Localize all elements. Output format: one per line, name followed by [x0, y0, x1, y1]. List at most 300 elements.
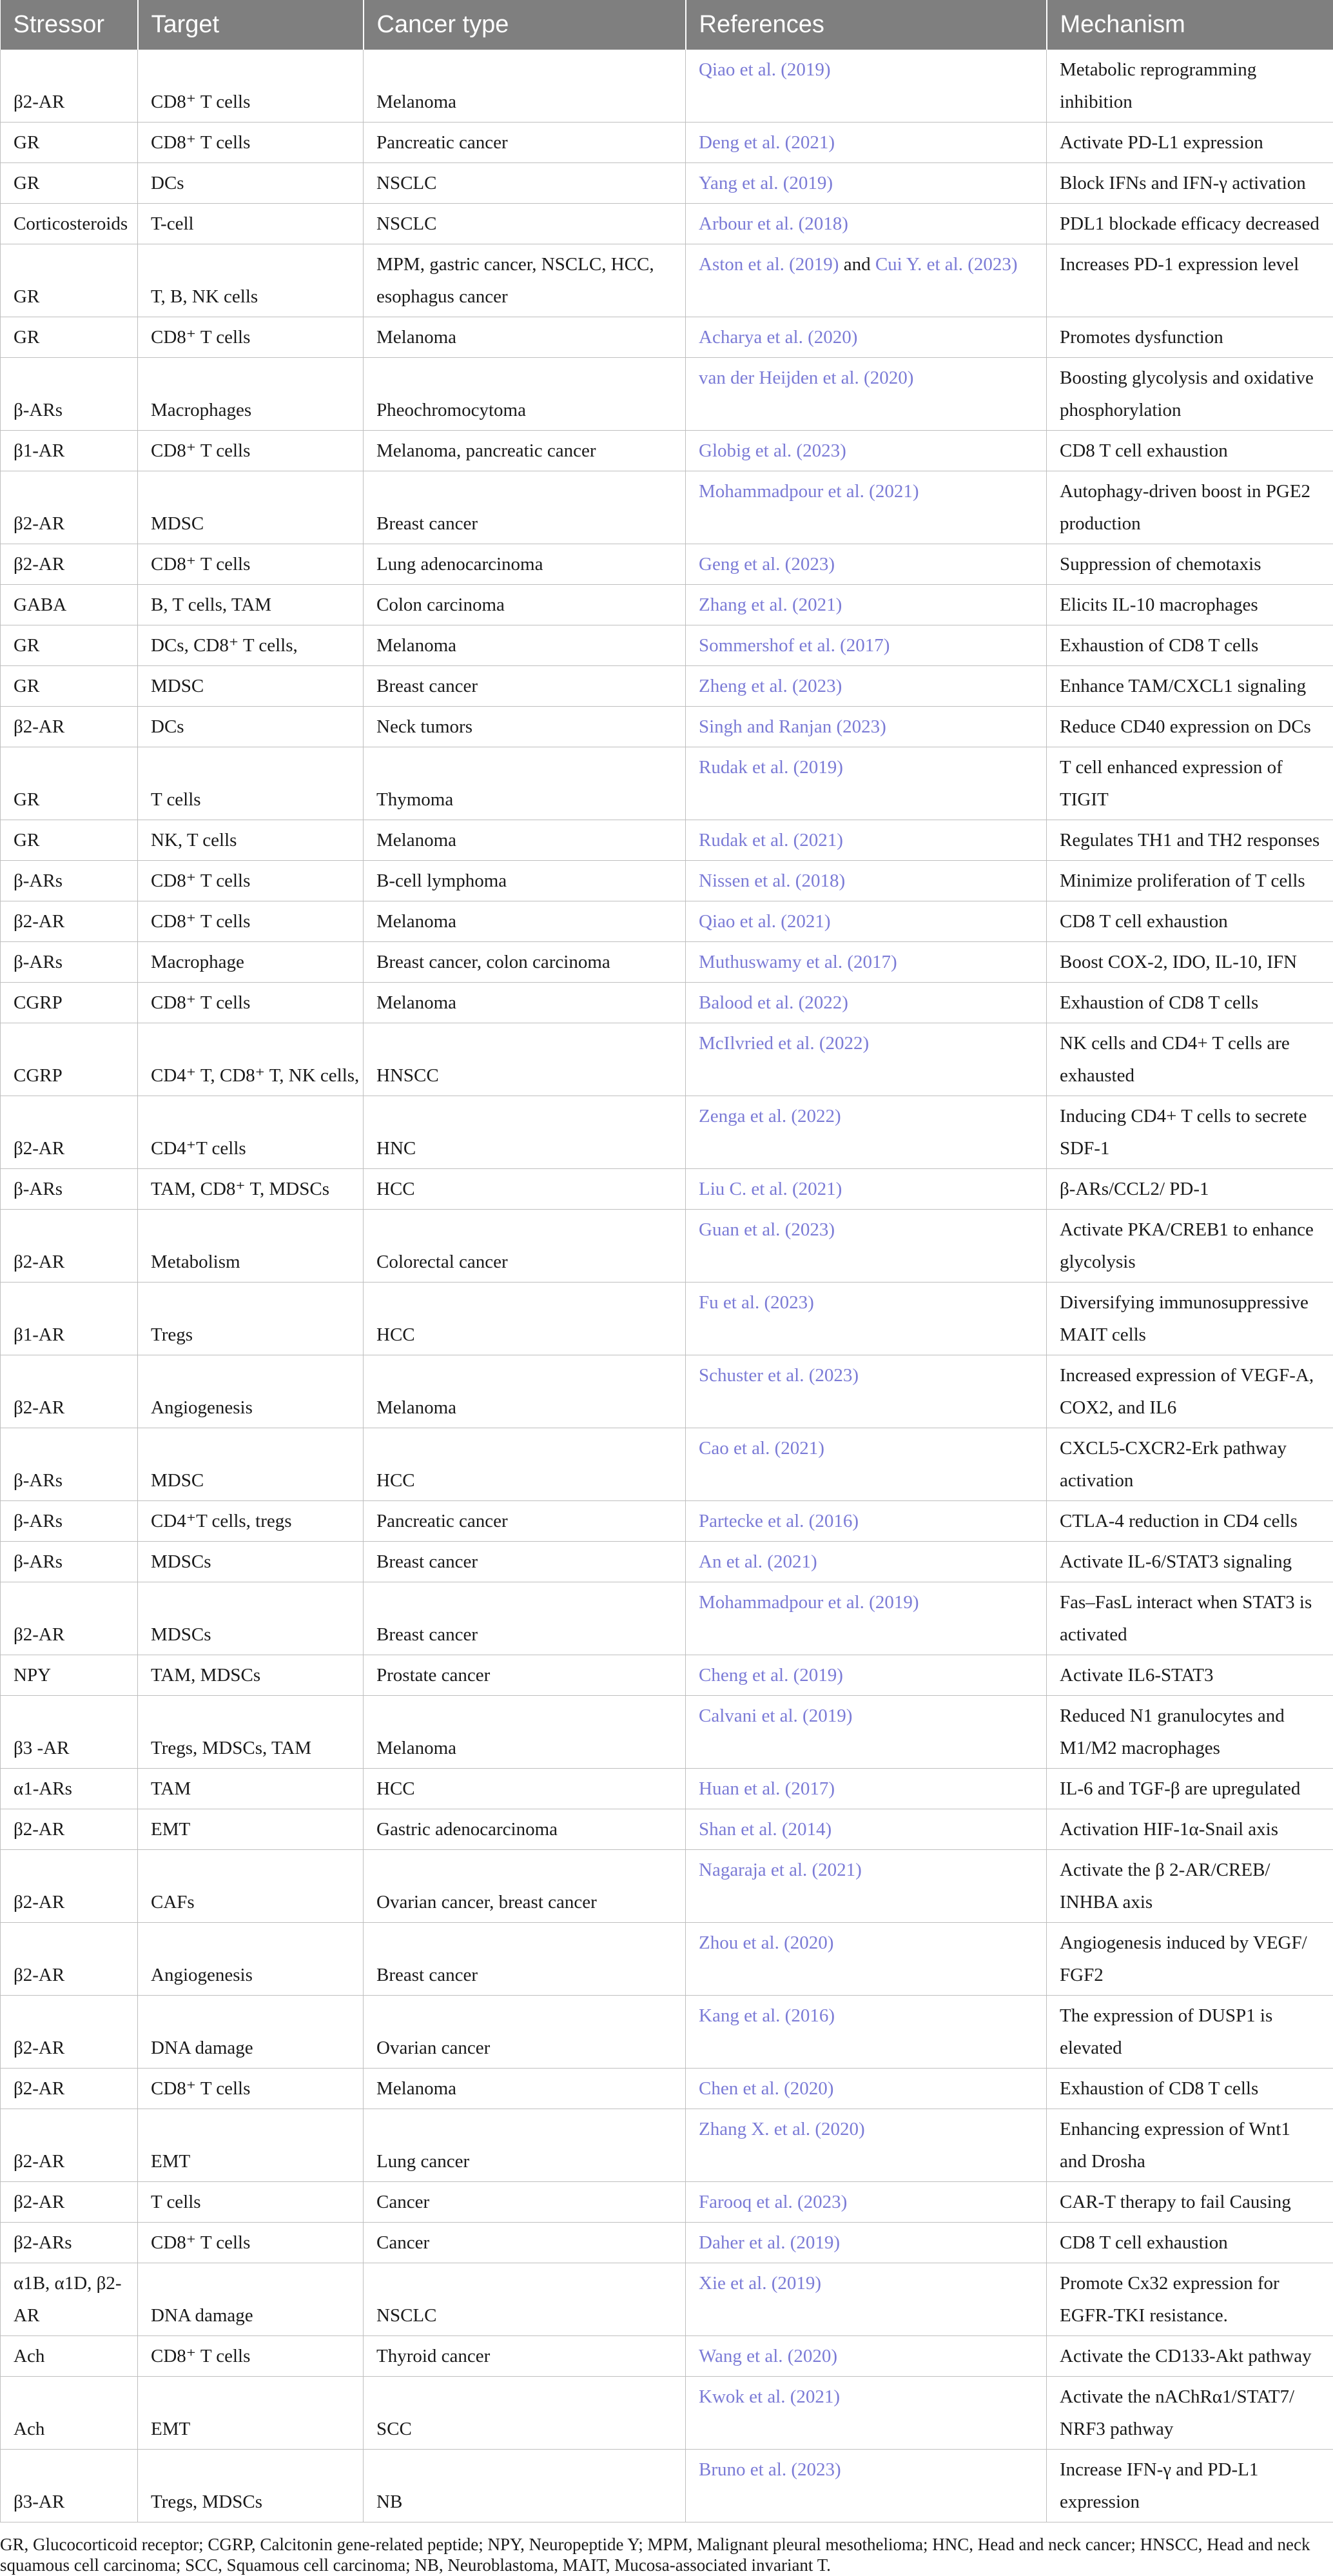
cell-target: TAM	[138, 1769, 364, 1809]
cell-stressor: GR	[1, 163, 138, 204]
table-row	[1, 2377, 1333, 2450]
cell-mechanism: Boost COX-2, IDO, IL-10, IFN	[1047, 942, 1333, 983]
cell-stressor: β2-AR	[1, 471, 138, 544]
cell-stressor: β2-AR	[1, 1210, 138, 1283]
table-row	[1, 163, 1333, 204]
cell-references	[686, 1923, 1047, 1996]
cell-cancer-type: Pancreatic cancer	[364, 123, 686, 163]
cell-mechanism: CD8 T cell exhaustion	[1047, 431, 1333, 471]
cell-mechanism: PDL1 blockade efficacy decreased	[1047, 204, 1333, 244]
cell-references	[686, 204, 1047, 244]
cell-target: T, B, NK cells	[138, 244, 364, 317]
reference-link[interactable]: Mohammadpour et al. (2019)	[699, 1592, 919, 1613]
cell-target: Tregs, MDSCs, TAM	[138, 1696, 364, 1769]
cell-target: DCs, CD8⁺ T cells,	[138, 625, 364, 666]
cell-mechanism: CXCL5-CXCR2-Erk pathway activation	[1047, 1428, 1333, 1501]
cell-stressor: GR	[1, 244, 138, 317]
header-stressor: Stressor	[1, 0, 138, 50]
cell-references	[686, 1769, 1047, 1809]
cell-cancer-type: Melanoma	[364, 2069, 686, 2109]
reference-link[interactable]: Zhang X. et al. (2020)	[699, 2119, 865, 2139]
reference-link[interactable]: Daher et al. (2019)	[699, 2232, 841, 2253]
cell-cancer-type: Melanoma	[364, 1355, 686, 1428]
header-references: References	[686, 0, 1047, 50]
reference-link[interactable]: Schuster et al. (2023)	[699, 1365, 859, 1386]
reference-link[interactable]: Zhou et al. (2020)	[699, 1932, 834, 1953]
cell-target: CD4⁺ T, CD8⁺ T, NK cells,	[138, 1023, 364, 1096]
cell-references	[686, 471, 1047, 544]
reference-link[interactable]: Partecke et al. (2016)	[699, 1511, 859, 1531]
cell-stressor: CGRP	[1, 1023, 138, 1096]
cell-mechanism: Increased expression of VEGF-A, COX2, and IL6	[1047, 1355, 1333, 1428]
table-row	[1, 204, 1333, 244]
table-row	[1, 1923, 1333, 1996]
cell-stressor: GR	[1, 666, 138, 707]
cell-stressor: GR	[1, 123, 138, 163]
table-row	[1, 544, 1333, 585]
cell-target: Angiogenesis	[138, 1355, 364, 1428]
cell-mechanism: Minimize proliferation of T cells	[1047, 861, 1333, 901]
cell-mechanism: CAR-T therapy to fail Causing	[1047, 2182, 1333, 2223]
table-row	[1, 666, 1333, 707]
cell-target: EMT	[138, 2377, 364, 2450]
reference-link[interactable]: Muthuswamy et al. (2017)	[699, 952, 897, 972]
reference-link[interactable]: Rudak et al. (2021)	[699, 830, 843, 850]
cell-stressor: β-ARs	[1, 1169, 138, 1210]
table-row	[1, 431, 1333, 471]
cell-target: CD8⁺ T cells	[138, 544, 364, 585]
cell-mechanism: Increase IFN-γ and PD-L1 expression	[1047, 2450, 1333, 2522]
cell-mechanism: Activate the nAChRα1/STAT7/ NRF3 pathway	[1047, 2377, 1333, 2450]
reference-link[interactable]: Zenga et al. (2022)	[699, 1106, 841, 1126]
cell-references	[686, 1809, 1047, 1850]
table-row	[1, 1582, 1333, 1655]
reference-link[interactable]: Zheng et al. (2023)	[699, 676, 842, 696]
cell-references	[686, 2069, 1047, 2109]
cell-references	[686, 1696, 1047, 1769]
cell-mechanism: Fas–FasL interact when STAT3 is activated	[1047, 1582, 1333, 1655]
cell-references	[686, 317, 1047, 358]
cell-mechanism: Angiogenesis induced by VEGF/ FGF2	[1047, 1923, 1333, 1996]
cell-references	[686, 1655, 1047, 1696]
reference-link[interactable]: Deng et al. (2021)	[699, 132, 835, 153]
reference-link[interactable]: Fu et al. (2023)	[699, 1292, 814, 1313]
cell-target: CD4⁺T cells, tregs	[138, 1501, 364, 1542]
reference-link[interactable]: Singh and Ranjan (2023)	[699, 716, 886, 737]
cell-references	[686, 163, 1047, 204]
cell-mechanism: Activate IL-6/STAT3 signaling	[1047, 1542, 1333, 1582]
cell-cancer-type: HCC	[364, 1283, 686, 1355]
cell-cancer-type: Cancer	[364, 2223, 686, 2263]
reference-link[interactable]: Qiao et al. (2021)	[699, 911, 831, 932]
reference-link[interactable]: Farooq et al. (2023)	[699, 2192, 848, 2212]
cell-cancer-type: Melanoma	[364, 820, 686, 861]
cell-target: B, T cells, TAM	[138, 585, 364, 625]
table-row	[1, 2069, 1333, 2109]
table-row	[1, 585, 1333, 625]
cell-mechanism: Metabolic reprogramming inhibition	[1047, 50, 1333, 123]
cell-target: T-cell	[138, 204, 364, 244]
reference-link[interactable]: Calvani et al. (2019)	[699, 1706, 853, 1726]
cell-references	[686, 1023, 1047, 1096]
table-header	[1, 0, 1333, 50]
cell-mechanism: Increases PD-1 expression level	[1047, 244, 1333, 317]
reference-link[interactable]: Cui Y. et al. (2023)	[875, 254, 1018, 275]
cell-cancer-type: Breast cancer, colon carcinoma	[364, 942, 686, 983]
cell-stressor: α1-ARs	[1, 1769, 138, 1809]
cell-cancer-type: Melanoma	[364, 625, 686, 666]
reference-link[interactable]: Aston et al. (2019)	[699, 254, 839, 275]
cell-target: Angiogenesis	[138, 1923, 364, 1996]
cell-cancer-type: HCC	[364, 1428, 686, 1501]
reference-link[interactable]: Huan et al. (2017)	[699, 1778, 835, 1799]
reference-link[interactable]: Wang et al. (2020)	[699, 2346, 838, 2366]
cell-target: DCs	[138, 707, 364, 747]
cell-references	[686, 1283, 1047, 1355]
cell-mechanism: Promote Cx32 expression for EGFR-TKI resistance.	[1047, 2263, 1333, 2336]
cell-mechanism: Regulates TH1 and TH2 responses	[1047, 820, 1333, 861]
reference-link[interactable]: Xie et al. (2019)	[699, 2273, 822, 2294]
cell-references	[686, 983, 1047, 1023]
table-row	[1, 1809, 1333, 1850]
cell-mechanism: Exhaustion of CD8 T cells	[1047, 625, 1333, 666]
cell-references	[686, 585, 1047, 625]
reference-link[interactable]: Rudak et al. (2019)	[699, 757, 843, 778]
cell-stressor: β3 -AR	[1, 1696, 138, 1769]
cell-mechanism: Elicits IL-10 macrophages	[1047, 585, 1333, 625]
cell-mechanism: Reduced N1 granulocytes and M1/M2 macrophages	[1047, 1696, 1333, 1769]
table-row	[1, 244, 1333, 317]
cell-cancer-type: Breast cancer	[364, 1542, 686, 1582]
cell-stressor: β2-AR	[1, 901, 138, 942]
table-body	[1, 50, 1333, 2522]
cell-stressor: β2-AR	[1, 707, 138, 747]
cell-mechanism: Enhancing expression of Wnt1 and Drosha	[1047, 2109, 1333, 2182]
cell-cancer-type: Melanoma	[364, 1696, 686, 1769]
reference-link[interactable]: Sommershof et al. (2017)	[699, 635, 890, 656]
cell-mechanism: CD8 T cell exhaustion	[1047, 901, 1333, 942]
cell-references	[686, 820, 1047, 861]
cell-cancer-type: SCC	[364, 2377, 686, 2450]
header-row	[1, 0, 1333, 50]
cell-references	[686, 1996, 1047, 2069]
cell-references	[686, 2377, 1047, 2450]
cell-mechanism: Block IFNs and IFN-γ activation	[1047, 163, 1333, 204]
cell-references	[686, 2450, 1047, 2522]
cell-references	[686, 1096, 1047, 1169]
cell-stressor: CGRP	[1, 983, 138, 1023]
reference-link[interactable]: Kang et al. (2016)	[699, 2005, 835, 2026]
cell-stressor: β-ARs	[1, 1501, 138, 1542]
cell-mechanism: Exhaustion of CD8 T cells	[1047, 983, 1333, 1023]
cell-stressor: β1-AR	[1, 1283, 138, 1355]
table-row	[1, 707, 1333, 747]
reference-link[interactable]: Shan et al. (2014)	[699, 1819, 832, 1840]
cell-target: MDSCs	[138, 1542, 364, 1582]
cell-stressor: β2-AR	[1, 1996, 138, 2069]
cell-stressor: GR	[1, 820, 138, 861]
cell-cancer-type: NB	[364, 2450, 686, 2522]
cell-target: CD8⁺ T cells	[138, 2336, 364, 2377]
cell-stressor: β2-AR	[1, 1355, 138, 1428]
table-row	[1, 1283, 1333, 1355]
cell-mechanism: Inducing CD4+ T cells to secrete SDF-1	[1047, 1096, 1333, 1169]
cell-cancer-type: Melanoma	[364, 317, 686, 358]
cell-stressor: β2-AR	[1, 1923, 138, 1996]
table-row	[1, 1169, 1333, 1210]
reference-link[interactable]: Chen et al. (2020)	[699, 2078, 834, 2099]
cell-references	[686, 123, 1047, 163]
reference-link[interactable]: Liu C. et al. (2021)	[699, 1179, 842, 1199]
header-mechanism: Mechanism	[1047, 0, 1333, 50]
reference-link[interactable]: Acharya et al. (2020)	[699, 327, 858, 348]
cell-cancer-type: HCC	[364, 1169, 686, 1210]
header-target: Target	[138, 0, 364, 50]
cell-stressor: β-ARs	[1, 861, 138, 901]
table-row	[1, 2223, 1333, 2263]
cell-cancer-type: Pancreatic cancer	[364, 1501, 686, 1542]
cell-target: CAFs	[138, 1850, 364, 1923]
table-row	[1, 861, 1333, 901]
table-row	[1, 1096, 1333, 1169]
cell-stressor: GR	[1, 747, 138, 820]
reference-link[interactable]: Arbour et al. (2018)	[699, 213, 848, 234]
table-row	[1, 901, 1333, 942]
cell-mechanism: CTLA-4 reduction in CD4 cells	[1047, 1501, 1333, 1542]
table-row	[1, 358, 1333, 431]
table-row	[1, 1542, 1333, 1582]
table-row	[1, 2182, 1333, 2223]
reference-link[interactable]: Cheng et al. (2019)	[699, 1665, 843, 1686]
cell-target: DNA damage	[138, 2263, 364, 2336]
cell-mechanism: NK cells and CD4+ T cells are exhausted	[1047, 1023, 1333, 1096]
cell-mechanism: Activate IL6-STAT3	[1047, 1655, 1333, 1696]
cell-cancer-type: HNSCC	[364, 1023, 686, 1096]
reference-link[interactable]: Zhang et al. (2021)	[699, 595, 842, 615]
table-row	[1, 1355, 1333, 1428]
cell-cancer-type: B-cell lymphoma	[364, 861, 686, 901]
cell-mechanism: The expression of DUSP1 is elevated	[1047, 1996, 1333, 2069]
cell-references	[686, 1428, 1047, 1501]
cell-references	[686, 431, 1047, 471]
cell-stressor: GR	[1, 317, 138, 358]
table-row	[1, 2450, 1333, 2522]
cell-mechanism: Diversifying immunosuppressive MAIT cells	[1047, 1283, 1333, 1355]
cell-references	[686, 625, 1047, 666]
reference-link[interactable]: Geng et al. (2023)	[699, 554, 835, 575]
table-row	[1, 820, 1333, 861]
cell-target: TAM, MDSCs	[138, 1655, 364, 1696]
cell-cancer-type: Colorectal cancer	[364, 1210, 686, 1283]
reference-link[interactable]: Nagaraja et al. (2021)	[699, 1860, 862, 1880]
cell-stressor: β2-AR	[1, 2109, 138, 2182]
cell-mechanism: Exhaustion of CD8 T cells	[1047, 2069, 1333, 2109]
cell-cancer-type: Pheochromocytoma	[364, 358, 686, 431]
cell-stressor: β-ARs	[1, 358, 138, 431]
cell-cancer-type: Prostate cancer	[364, 1655, 686, 1696]
cell-cancer-type: Melanoma, pancreatic cancer	[364, 431, 686, 471]
reference-link[interactable]: Balood et al. (2022)	[699, 992, 848, 1013]
reference-joiner: and	[843, 254, 871, 275]
table-row	[1, 983, 1333, 1023]
cell-stressor: β2-AR	[1, 2182, 138, 2223]
cell-cancer-type: Melanoma	[364, 901, 686, 942]
cell-references	[686, 942, 1047, 983]
table-row	[1, 1850, 1333, 1923]
cell-references	[686, 2263, 1047, 2336]
cell-mechanism: Suppression of chemotaxis	[1047, 544, 1333, 585]
cell-target: CD8⁺ T cells	[138, 50, 364, 123]
reference-link[interactable]: McIlvried et al. (2022)	[699, 1033, 870, 1054]
reference-link[interactable]: Bruno et al. (2023)	[699, 2459, 841, 2480]
cell-mechanism: Promotes dysfunction	[1047, 317, 1333, 358]
cell-target: MDSCs	[138, 1582, 364, 1655]
cell-target: CD8⁺ T cells	[138, 431, 364, 471]
cell-target: DNA damage	[138, 1996, 364, 2069]
cell-target: CD8⁺ T cells	[138, 2069, 364, 2109]
cell-target: CD8⁺ T cells	[138, 861, 364, 901]
cell-references	[686, 50, 1047, 123]
cell-stressor: Ach	[1, 2377, 138, 2450]
cell-mechanism: CD8 T cell exhaustion	[1047, 2223, 1333, 2263]
cell-cancer-type: Lung adenocarcinoma	[364, 544, 686, 585]
cell-target: Tregs, MDSCs	[138, 2450, 364, 2522]
cell-references	[686, 1210, 1047, 1283]
reference-link[interactable]: Globig et al. (2023)	[699, 440, 846, 461]
cell-stressor: β3-AR	[1, 2450, 138, 2522]
cell-stressor: β2-AR	[1, 2069, 138, 2109]
table-row	[1, 50, 1333, 123]
reference-link[interactable]: Kwok et al. (2021)	[699, 2386, 841, 2407]
cell-references	[686, 1582, 1047, 1655]
cell-target: MDSC	[138, 666, 364, 707]
cell-cancer-type: Breast cancer	[364, 471, 686, 544]
cell-stressor: α1B, α1D, β2-AR	[1, 2263, 138, 2336]
cell-references	[686, 1850, 1047, 1923]
cell-stressor: β-ARs	[1, 1428, 138, 1501]
table-footnote: GR, Glucocorticoid receptor; CGRP, Calcitonin gene-related peptide; NPY, Neuropeptide Y; MPM, Malignant pleural mesothelioma; HNC, Head and neck cancer; HNSCC, Head and neck squamous cell carcinoma; SCC, Squamous cell carcinoma; NB, Neuroblastoma, MAIT, Mucosa-associated invariant T.	[0, 2535, 1310, 2575]
cell-mechanism: Activate the CD133-Akt pathway	[1047, 2336, 1333, 2377]
cell-mechanism: Activate PD-L1 expression	[1047, 123, 1333, 163]
cell-stressor: β2-AR	[1, 1096, 138, 1169]
reference-link[interactable]: Guan et al. (2023)	[699, 1219, 835, 1240]
cell-cancer-type: HNC	[364, 1096, 686, 1169]
cell-cancer-type: Neck tumors	[364, 707, 686, 747]
cell-references	[686, 1542, 1047, 1582]
cell-references	[686, 2336, 1047, 2377]
cell-references	[686, 1501, 1047, 1542]
cell-references	[686, 747, 1047, 820]
cell-mechanism: Boosting glycolysis and oxidative phosphorylation	[1047, 358, 1333, 431]
cell-stressor: β2-AR	[1, 50, 138, 123]
cell-target: CD8⁺ T cells	[138, 983, 364, 1023]
cell-cancer-type: NSCLC	[364, 163, 686, 204]
cell-references	[686, 2182, 1047, 2223]
cell-stressor: β-ARs	[1, 1542, 138, 1582]
cell-cancer-type: Thymoma	[364, 747, 686, 820]
cell-target: CD4⁺T cells	[138, 1096, 364, 1169]
cell-target: NK, T cells	[138, 820, 364, 861]
cell-references	[686, 861, 1047, 901]
cell-target: MDSC	[138, 1428, 364, 1501]
reference-link[interactable]: Yang et al. (2019)	[699, 173, 833, 193]
cell-references	[686, 244, 1047, 317]
cell-mechanism: Enhance TAM/CXCL1 signaling	[1047, 666, 1333, 707]
cell-mechanism: IL-6 and TGF-β are upregulated	[1047, 1769, 1333, 1809]
table-row	[1, 1023, 1333, 1096]
cell-mechanism: Activate the β 2-AR/CREB/ INHBA axis	[1047, 1850, 1333, 1923]
cell-cancer-type: NSCLC	[364, 2263, 686, 2336]
table-row	[1, 1501, 1333, 1542]
cell-cancer-type: Colon carcinoma	[364, 585, 686, 625]
reference-link[interactable]: Mohammadpour et al. (2021)	[699, 481, 919, 502]
cell-target: TAM, CD8⁺ T, MDSCs	[138, 1169, 364, 1210]
cell-stressor: β2-AR	[1, 1809, 138, 1850]
cell-cancer-type: MPM, gastric cancer, NSCLC, HCC, esophagus cancer	[364, 244, 686, 317]
cell-cancer-type: Breast cancer	[364, 1582, 686, 1655]
cell-stressor: GABA	[1, 585, 138, 625]
table-row	[1, 1655, 1333, 1696]
cell-stressor: NPY	[1, 1655, 138, 1696]
cell-cancer-type: Breast cancer	[364, 666, 686, 707]
cell-target: T cells	[138, 747, 364, 820]
cell-stressor: β-ARs	[1, 942, 138, 983]
cell-stressor: Corticosteroids	[1, 204, 138, 244]
table-row	[1, 1210, 1333, 1283]
cell-references	[686, 1355, 1047, 1428]
reference-link[interactable]: Nissen et al. (2018)	[699, 870, 846, 891]
cell-stressor: Ach	[1, 2336, 138, 2377]
cell-references	[686, 2223, 1047, 2263]
table-row	[1, 1769, 1333, 1809]
cell-cancer-type: Melanoma	[364, 983, 686, 1023]
cell-mechanism: β-ARs/CCL2/ PD-1	[1047, 1169, 1333, 1210]
cell-cancer-type: Ovarian cancer, breast cancer	[364, 1850, 686, 1923]
cell-mechanism: Autophagy-driven boost in PGE2 production	[1047, 471, 1333, 544]
table-row	[1, 123, 1333, 163]
cell-stressor: GR	[1, 625, 138, 666]
cell-references	[686, 707, 1047, 747]
cell-target: EMT	[138, 2109, 364, 2182]
table-row	[1, 2263, 1333, 2336]
cell-stressor: β2-AR	[1, 544, 138, 585]
cell-target: MDSC	[138, 471, 364, 544]
table-row	[1, 1428, 1333, 1501]
reference-link[interactable]: van der Heijden et al. (2020)	[699, 368, 914, 388]
cell-cancer-type: Breast cancer	[364, 1923, 686, 1996]
cell-references	[686, 358, 1047, 431]
cell-stressor: β2-ARs	[1, 2223, 138, 2263]
cell-mechanism: Activation HIF-1α-Snail axis	[1047, 1809, 1333, 1850]
cell-stressor: β2-AR	[1, 1582, 138, 1655]
table-row	[1, 1696, 1333, 1769]
cell-references	[686, 666, 1047, 707]
table-row	[1, 2336, 1333, 2377]
cell-cancer-type: Ovarian cancer	[364, 1996, 686, 2069]
cell-cancer-type: HCC	[364, 1769, 686, 1809]
table-row	[1, 317, 1333, 358]
reference-link[interactable]: Qiao et al. (2019)	[699, 59, 831, 80]
cell-target: CD8⁺ T cells	[138, 317, 364, 358]
cell-stressor: β2-AR	[1, 1850, 138, 1923]
header-cancer-type: Cancer type	[364, 0, 686, 50]
cell-cancer-type: Cancer	[364, 2182, 686, 2223]
cell-target: Macrophage	[138, 942, 364, 983]
cell-cancer-type: Gastric adenocarcinoma	[364, 1809, 686, 1850]
cell-target: T cells	[138, 2182, 364, 2223]
reference-link[interactable]: An et al. (2021)	[699, 1551, 817, 1572]
reference-link[interactable]: Cao et al. (2021)	[699, 1438, 824, 1459]
